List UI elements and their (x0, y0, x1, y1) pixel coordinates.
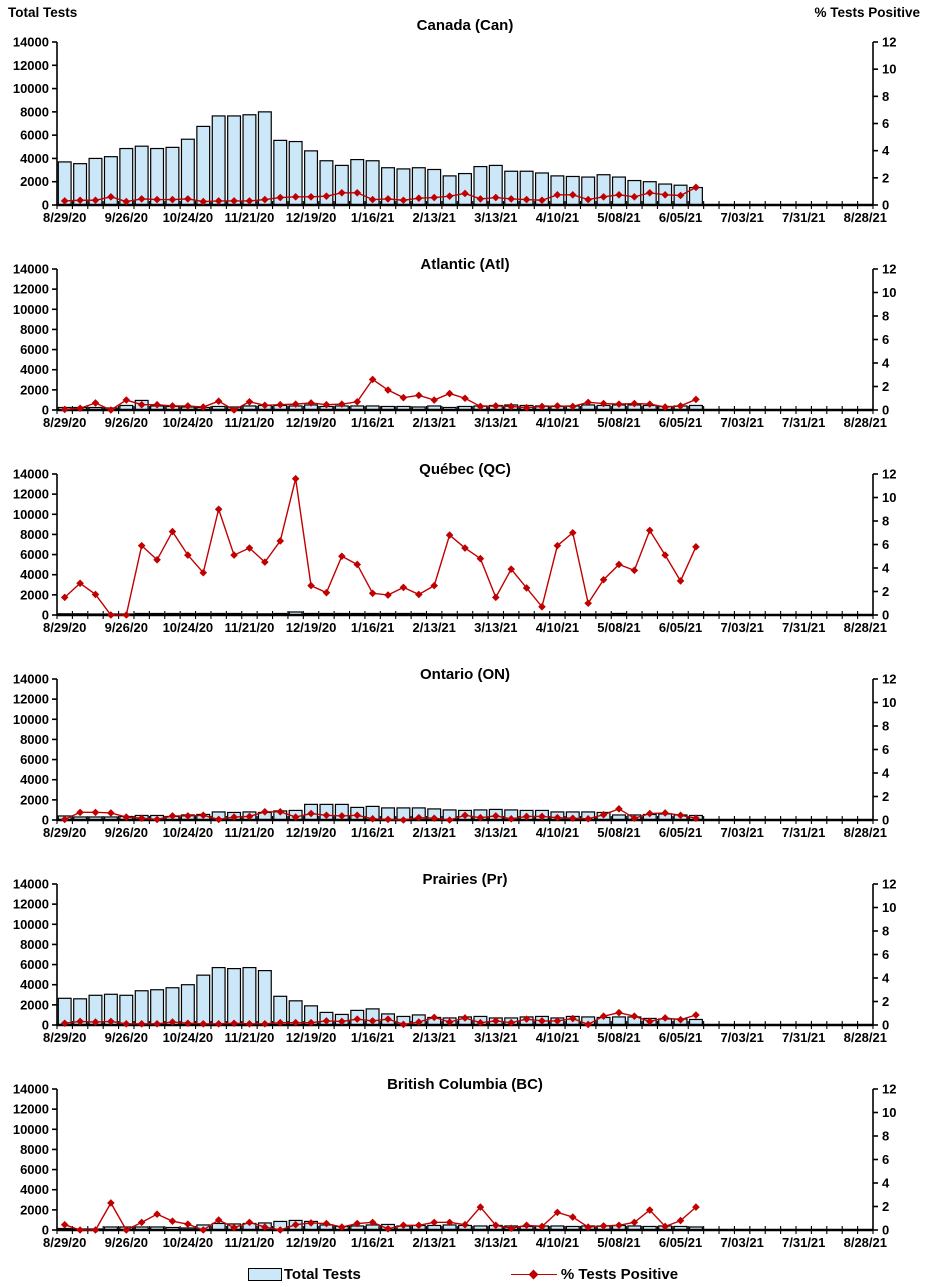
pct-positive-marker (446, 390, 454, 398)
pct-positive-marker (692, 1011, 700, 1019)
pct-positive-marker (215, 1216, 223, 1224)
x-axis-tick-label: 2/13/21 (412, 210, 456, 225)
x-axis-tick-label: 6/05/21 (658, 1030, 703, 1045)
left-axis-tick-label: 6000 (20, 547, 49, 563)
x-axis-tick-label: 7/03/21 (720, 210, 764, 225)
pct-positive-marker (215, 505, 223, 513)
x-axis-tick-label: 7/03/21 (720, 415, 764, 430)
left-axis (13, 262, 57, 418)
x-axis-tick-label: 8/29/20 (43, 1235, 87, 1250)
bar-week-11/28/20 (258, 971, 271, 1025)
legend (0, 1262, 926, 1287)
x-axis-tick-label: 12/19/20 (285, 825, 337, 840)
x-axis-tick-label: 10/24/20 (162, 415, 214, 430)
x-axis-tick-label: 11/21/20 (224, 210, 275, 225)
left-axis-tick-label: 0 (41, 1017, 49, 1033)
right-axis-tick-label: 2 (882, 170, 890, 186)
legend-item-pct-positive (511, 1266, 678, 1283)
x-axis-tick-label: 3/13/21 (474, 415, 518, 430)
left-axis-tick-label: 2000 (20, 792, 49, 808)
chart-svg-canada (0, 0, 926, 232)
x-axis-tick-label: 5/08/21 (597, 1030, 641, 1045)
x-axis-tick-label: 8/28/21 (843, 415, 887, 430)
right-axis-tick-label: 12 (882, 876, 897, 892)
x-axis (43, 1021, 887, 1045)
right-axis-tick-label: 0 (882, 402, 890, 418)
pct-positive-marker (584, 599, 592, 607)
right-axis (873, 262, 896, 418)
line-pct-positive (61, 475, 700, 619)
right-axis-tick-label: 0 (882, 197, 890, 213)
pct-positive-marker (92, 809, 100, 817)
x-axis-tick-label: 12/19/20 (285, 210, 337, 225)
right-axis-tick-label: 8 (882, 923, 890, 939)
left-axis-tick-label: 10000 (12, 506, 49, 522)
pct-positive-marker (61, 1221, 69, 1229)
right-axis-tick-label: 4 (882, 560, 890, 576)
x-axis-tick-label: 11/21/20 (224, 620, 275, 635)
left-axis-tick-label: 8000 (20, 526, 49, 542)
pct-positive-marker (415, 591, 423, 599)
bar-week-2/27/21 (459, 174, 472, 205)
x-axis-tick-label: 12/19/20 (285, 1235, 337, 1250)
pct-positive-marker (169, 1217, 177, 1225)
pct-positive-marker (353, 561, 361, 569)
x-axis-tick-label: 7/31/21 (782, 415, 826, 430)
pct-positive-marker (615, 1009, 623, 1017)
right-axis (873, 877, 896, 1033)
pct-positive-marker (369, 589, 377, 597)
x-axis-tick-label: 8/28/21 (843, 620, 887, 635)
left-axis-tick-label: 0 (41, 1222, 49, 1238)
bar-week-10/03/20 (135, 991, 148, 1025)
pct-positive-marker (138, 1219, 146, 1227)
bar-week-4/10/21 (551, 176, 564, 205)
left-axis-tick-label: 14000 (12, 671, 49, 687)
right-axis-tick-label: 10 (882, 61, 897, 77)
right-axis-tick-label: 12 (882, 34, 897, 50)
right-axis-tick-label: 0 (882, 812, 890, 828)
x-axis-tick-label: 10/24/20 (162, 620, 214, 635)
pct-positive-swatch (511, 1268, 557, 1282)
chart-panel-ontario (0, 647, 926, 852)
right-axis-tick-label: 12 (882, 466, 897, 482)
x-axis-tick-label: 6/05/21 (658, 210, 703, 225)
pct-positive-marker (430, 396, 438, 404)
x-axis-tick-label: 10/24/20 (162, 825, 214, 840)
left-axis-tick-label: 10000 (12, 711, 49, 727)
pct-positive-marker (215, 397, 223, 405)
left-axis-tick-label: 2000 (20, 382, 49, 398)
left-axis-tick-label: 0 (41, 402, 49, 418)
left-axis-tick-label: 2000 (20, 587, 49, 603)
x-axis-tick-label: 8/28/21 (843, 1030, 887, 1045)
pct-positive-marker (76, 1226, 84, 1234)
x-axis-tick-label: 7/31/21 (782, 1235, 826, 1250)
x-axis-tick-label: 2/13/21 (412, 825, 456, 840)
left-axis-tick-label: 4000 (20, 772, 49, 788)
x-axis-tick-label: 8/29/20 (43, 210, 87, 225)
panel-title-quebec: Québec (QC) (419, 461, 511, 478)
pct-positive-marker (307, 582, 315, 590)
x-axis-tick-label: 4/10/21 (535, 620, 580, 635)
pct-positive-marker (107, 1199, 115, 1207)
x-axis-tick-label: 8/29/20 (43, 825, 87, 840)
panel-title-bc: British Columbia (BC) (387, 1076, 543, 1093)
left-axis-tick-label: 10000 (12, 301, 49, 317)
pct-positive-marker (661, 551, 669, 559)
left-axis-tick-label: 12000 (12, 691, 49, 707)
x-axis-tick-label: 7/31/21 (782, 1030, 826, 1045)
pct-positive-marker (122, 396, 130, 404)
left-axis (13, 1082, 57, 1238)
chart-svg-bc (0, 1057, 926, 1257)
left-axis-tick-label: 4000 (20, 150, 49, 166)
right-axis (873, 672, 896, 828)
right-axis-tick-label: 12 (882, 671, 897, 687)
right-axis-tick-label: 10 (882, 490, 897, 505)
pct-positive-marker (169, 528, 177, 536)
right-axis (873, 467, 896, 623)
x-axis (43, 1226, 887, 1250)
x-axis-tick-label: 5/08/21 (597, 620, 641, 635)
left-axis-tick-label: 12000 (12, 281, 49, 297)
right-axis-title: % Tests Positive (814, 5, 920, 20)
pct-positive-marker (61, 406, 69, 414)
right-axis-tick-label: 2 (882, 994, 890, 1009)
x-axis (43, 611, 887, 635)
x-axis-tick-label: 10/24/20 (162, 210, 214, 225)
pct-positive-marker (400, 584, 408, 592)
left-axis-tick-label: 10000 (12, 1121, 49, 1137)
pct-positive-marker (430, 582, 438, 590)
left-axis-tick-label: 12000 (12, 1101, 49, 1117)
chart-panel-canada (0, 0, 926, 237)
x-axis-tick-label: 2/13/21 (412, 620, 456, 635)
pct-positive-marker (461, 394, 469, 402)
x-axis (43, 816, 887, 840)
total-tests-swatch (248, 1268, 282, 1281)
x-axis-tick-label: 3/13/21 (474, 210, 518, 225)
x-axis-tick-label: 1/16/21 (350, 620, 395, 635)
right-axis-tick-label: 8 (882, 1128, 890, 1144)
left-axis-tick-label: 10000 (12, 81, 49, 97)
x-axis-tick-label: 2/13/21 (412, 1030, 456, 1045)
pct-positive-marker (323, 589, 331, 597)
right-axis-tick-label: 6 (882, 332, 890, 347)
left-axis-tick-label: 2000 (20, 997, 49, 1013)
bar-week-11/21/20 (243, 968, 256, 1025)
pct-positive-marker (677, 577, 685, 585)
right-axis-tick-label: 8 (882, 88, 890, 104)
left-axis-tick-label: 0 (41, 812, 49, 828)
x-axis-tick-label: 9/26/20 (104, 210, 148, 225)
x-axis-tick-label: 5/08/21 (597, 1235, 641, 1250)
right-axis-tick-label: 0 (882, 1222, 890, 1238)
legend-label-pct-positive: % Tests Positive (560, 1266, 679, 1283)
x-axis-tick-label: 9/26/20 (104, 1235, 148, 1250)
right-axis-tick-label: 6 (882, 742, 890, 757)
x-axis-tick-label: 10/24/20 (162, 1235, 214, 1250)
left-axis-tick-label: 4000 (20, 1182, 49, 1198)
bar-week-11/21/20 (243, 115, 256, 205)
pct-positive-marker (76, 809, 84, 817)
x-axis-tick-label: 4/10/21 (535, 415, 580, 430)
left-axis-tick-label: 14000 (12, 876, 49, 892)
left-axis-tick-label: 14000 (12, 1081, 49, 1097)
chart-panel-quebec (0, 442, 926, 647)
pct-positive-marker (415, 392, 423, 400)
x-axis-tick-label: 7/03/21 (720, 1235, 764, 1250)
x-axis-tick-label: 9/26/20 (104, 1030, 148, 1045)
bar-week-11/07/20 (212, 116, 225, 205)
left-axis-tick-label: 6000 (20, 342, 49, 358)
left-axis-tick-label: 14000 (12, 34, 49, 50)
bar-week-4/17/21 (566, 176, 579, 205)
x-axis-tick-label: 1/16/21 (350, 1235, 395, 1250)
x-axis-tick-label: 8/29/20 (43, 1030, 87, 1045)
x-axis-tick-label: 6/05/21 (658, 620, 703, 635)
x-axis-tick-label: 7/03/21 (720, 1030, 764, 1045)
right-axis (873, 35, 896, 213)
left-axis-tick-label: 8000 (20, 321, 49, 337)
right-axis-tick-label: 6 (882, 537, 890, 552)
x-axis-tick-label: 3/13/21 (474, 1030, 518, 1045)
right-axis-tick-label: 2 (882, 1199, 890, 1214)
left-axis-tick-label: 6000 (20, 957, 49, 973)
right-axis-tick-label: 8 (882, 513, 890, 529)
chart-svg-atlantic (0, 237, 926, 437)
right-axis-tick-label: 6 (882, 116, 890, 131)
x-axis-tick-label: 9/26/20 (104, 415, 148, 430)
left-axis (13, 877, 57, 1033)
chart-panel-prairies (0, 852, 926, 1057)
bar-week-1/02/21 (335, 165, 348, 205)
pct-positive-marker (338, 552, 346, 560)
left-axis-tick-label: 2000 (20, 1202, 49, 1218)
right-axis-tick-label: 4 (882, 143, 890, 159)
x-axis-tick-label: 5/08/21 (597, 825, 641, 840)
x-axis-tick-label: 7/31/21 (782, 210, 826, 225)
x-axis-tick-label: 5/08/21 (597, 210, 641, 225)
x-axis-tick-label: 4/10/21 (535, 825, 580, 840)
right-axis-tick-label: 10 (882, 695, 897, 710)
x-axis-tick-label: 8/29/20 (43, 415, 87, 430)
x-axis-tick-label: 12/19/20 (285, 1030, 337, 1045)
left-axis-title: Total Tests (8, 5, 78, 20)
pct-positive-marker (692, 543, 700, 551)
x-axis-tick-label: 3/13/21 (474, 1235, 518, 1250)
left-axis-tick-label: 12000 (12, 486, 49, 502)
x-axis-tick-label: 10/24/20 (162, 1030, 214, 1045)
left-axis-tick-label: 4000 (20, 362, 49, 378)
x-axis-tick-label: 1/16/21 (350, 210, 395, 225)
x-axis-tick-label: 6/05/21 (658, 1235, 703, 1250)
pct-positive-marker (492, 594, 500, 602)
right-axis-tick-label: 8 (882, 308, 890, 324)
right-axis-tick-label: 8 (882, 718, 890, 734)
x-axis-tick-label: 8/29/20 (43, 620, 87, 635)
bar-week-11/14/20 (228, 969, 241, 1025)
chart-svg-quebec (0, 442, 926, 642)
left-axis-tick-label: 12000 (12, 896, 49, 912)
x-axis-tick-label: 7/03/21 (720, 620, 764, 635)
pct-positive-marker (246, 398, 254, 406)
x-axis-tick-label: 8/28/21 (843, 825, 887, 840)
x-axis-tick-label: 6/05/21 (658, 415, 703, 430)
right-axis-tick-label: 0 (882, 607, 890, 623)
left-axis-tick-label: 6000 (20, 752, 49, 768)
x-axis-tick-label: 3/13/21 (474, 620, 518, 635)
bar-week-11/28/20 (258, 112, 271, 205)
pct-positive-marker (292, 475, 300, 483)
left-axis (13, 467, 57, 623)
right-axis-tick-label: 2 (882, 379, 890, 394)
pct-positive-marker (692, 396, 700, 404)
bars-total-tests (58, 112, 702, 205)
pct-positive-marker (107, 406, 115, 414)
bar-week-10/24/20 (181, 985, 194, 1025)
left-axis-tick-label: 10000 (12, 916, 49, 932)
x-axis-tick-label: 4/10/21 (535, 1030, 580, 1045)
left-axis-tick-label: 8000 (20, 1141, 49, 1157)
x-axis-tick-label: 12/19/20 (285, 620, 337, 635)
left-axis-tick-label: 12000 (12, 57, 49, 73)
x-axis-tick-label: 4/10/21 (535, 1235, 580, 1250)
x-axis-tick-label: 5/08/21 (597, 415, 641, 430)
x-axis-tick-label: 8/28/21 (843, 210, 887, 225)
x-axis-tick-label: 6/05/21 (658, 825, 703, 840)
x-axis-tick-label: 11/21/20 (224, 1030, 275, 1045)
left-axis-tick-label: 6000 (20, 127, 49, 143)
panel-title-ontario: Ontario (ON) (420, 666, 510, 683)
left-axis-tick-label: 8000 (20, 104, 49, 120)
x-axis-tick-label: 7/03/21 (720, 825, 764, 840)
pct-positive-marker (646, 527, 654, 535)
pct-positive-marker (569, 1213, 577, 1221)
bar-week-10/10/20 (151, 990, 164, 1025)
bar-week-2/20/21 (443, 176, 456, 205)
x-axis-tick-label: 12/19/20 (285, 415, 337, 430)
left-axis-tick-label: 14000 (12, 466, 49, 482)
right-axis-tick-label: 12 (882, 261, 897, 277)
bar-week-5/15/21 (628, 181, 641, 205)
right-axis-tick-label: 2 (882, 584, 890, 599)
left-axis (13, 35, 57, 213)
x-axis-tick-label: 11/21/20 (224, 825, 275, 840)
bar-week-10/31/20 (197, 975, 210, 1025)
left-axis-tick-label: 0 (41, 607, 49, 623)
pct-positive-marker (153, 1210, 161, 1218)
pct-positive-marker (384, 591, 392, 599)
x-axis-tick-label: 3/13/21 (474, 825, 518, 840)
pct-positive-marker (184, 1220, 192, 1228)
left-axis-tick-label: 4000 (20, 567, 49, 583)
right-axis-tick-label: 10 (882, 285, 897, 300)
pct-positive-marker (92, 1226, 100, 1234)
pct-positive-marker (107, 809, 115, 817)
right-axis-tick-label: 6 (882, 1152, 890, 1167)
left-axis-tick-label: 8000 (20, 731, 49, 747)
legend-item-total-tests (248, 1266, 361, 1283)
chart-svg-prairies (0, 852, 926, 1052)
x-axis (43, 406, 887, 430)
x-axis-tick-label: 1/16/21 (350, 1030, 395, 1045)
x-axis-tick-label: 1/16/21 (350, 825, 395, 840)
pct-positive-marker (122, 611, 130, 619)
right-axis-tick-label: 4 (882, 765, 890, 781)
x-axis-tick-label: 9/26/20 (104, 620, 148, 635)
bar-week-11/07/20 (212, 968, 225, 1025)
pct-positive-marker (230, 551, 238, 559)
diamond-marker-icon (528, 1269, 538, 1279)
right-axis-tick-label: 10 (882, 1105, 897, 1120)
bar-week-5/08/21 (613, 1017, 626, 1025)
x-axis-tick-label: 11/21/20 (224, 1235, 275, 1250)
right-axis (873, 1082, 896, 1238)
left-axis-tick-label: 8000 (20, 936, 49, 952)
chart-svg-ontario (0, 647, 926, 847)
left-axis-tick-label: 6000 (20, 1162, 49, 1178)
pct-positive-marker (400, 394, 408, 402)
right-axis-tick-label: 10 (882, 900, 897, 915)
bar-week-11/14/20 (228, 116, 241, 205)
x-axis-tick-label: 4/10/21 (535, 210, 580, 225)
right-axis-tick-label: 6 (882, 947, 890, 962)
legend-label-total-tests: Total Tests (283, 1266, 361, 1283)
right-axis-tick-label: 4 (882, 1175, 890, 1191)
x-axis-tick-label: 7/31/21 (782, 620, 826, 635)
x-axis-tick-label: 11/21/20 (224, 415, 275, 430)
x-axis-tick-label: 7/31/21 (782, 825, 826, 840)
bar-week-10/31/20 (197, 126, 210, 205)
chart-panel-atlantic (0, 237, 926, 442)
x-axis-tick-label: 2/13/21 (412, 1235, 456, 1250)
left-axis-tick-label: 14000 (12, 261, 49, 277)
panel-title-canada: Canada (Can) (416, 17, 514, 34)
x-axis-tick-label: 2/13/21 (412, 415, 456, 430)
bar-week-9/26/20 (120, 149, 133, 205)
right-axis-tick-label: 2 (882, 789, 890, 804)
right-axis-tick-label: 4 (882, 355, 890, 371)
x-axis (43, 201, 887, 225)
bar-week-1/09/21 (351, 160, 364, 205)
pct-positive-marker (92, 399, 100, 407)
x-axis-tick-label: 9/26/20 (104, 825, 148, 840)
panel-title-prairies: Prairies (Pr) (422, 871, 508, 888)
left-axis-tick-label: 2000 (20, 174, 49, 190)
pct-positive-marker (615, 805, 623, 813)
right-axis-tick-label: 12 (882, 1081, 897, 1097)
left-axis-tick-label: 4000 (20, 977, 49, 993)
right-axis-tick-label: 4 (882, 970, 890, 986)
left-axis (13, 672, 57, 828)
panel-title-atlantic: Atlantic (Atl) (420, 256, 510, 273)
left-axis-tick-label: 0 (41, 197, 49, 213)
x-axis-tick-label: 1/16/21 (350, 415, 395, 430)
pct-positive-marker (631, 567, 639, 575)
right-axis-tick-label: 0 (882, 1017, 890, 1033)
x-axis-tick-label: 8/28/21 (843, 1235, 887, 1250)
chart-panel-bc (0, 1057, 926, 1262)
